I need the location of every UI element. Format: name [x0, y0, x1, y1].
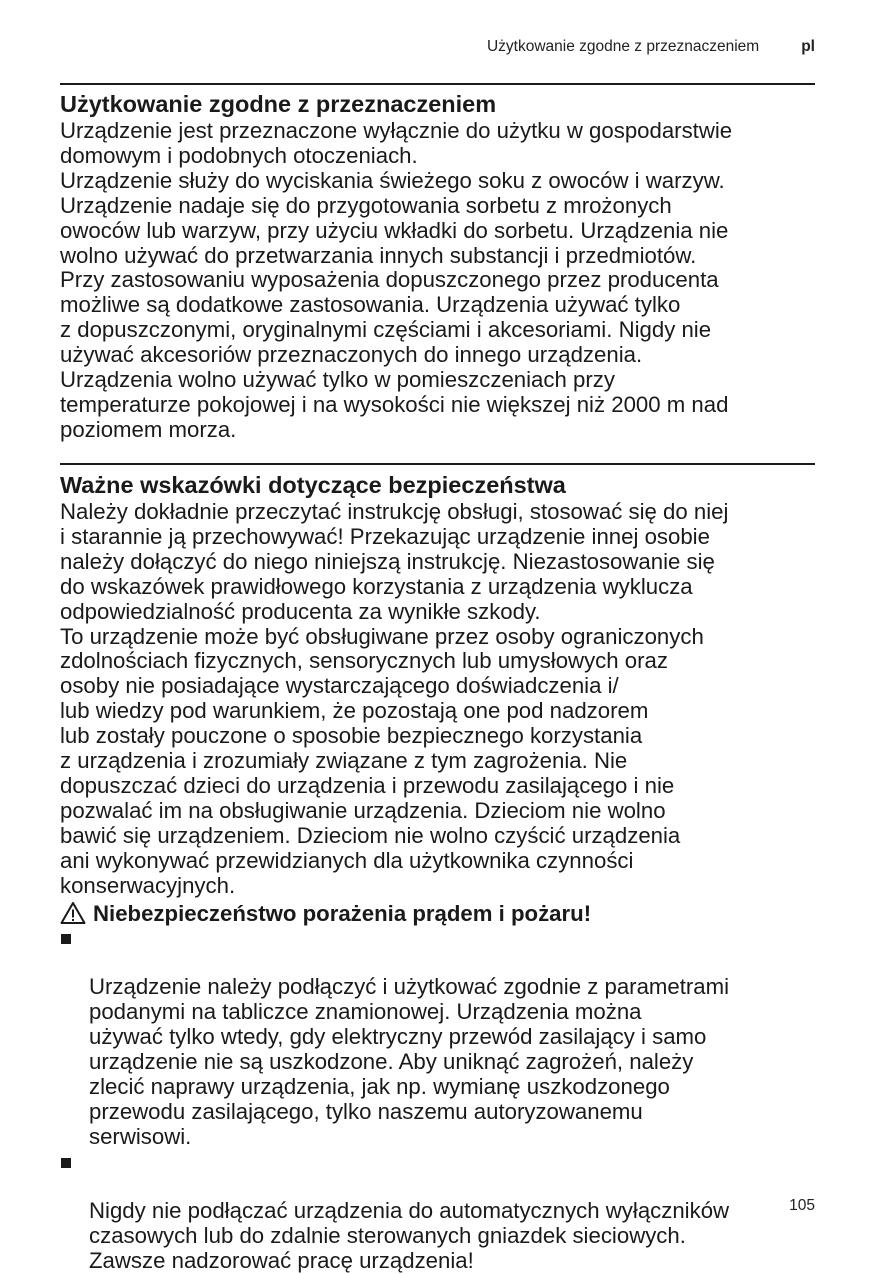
- running-header-title: Użytkowanie zgodne z przeznaczeniem: [487, 38, 759, 55]
- section-safety: [60, 471, 815, 1274]
- list-item-text: Nigdy nie podłączać urządzenia do automatycznych wyłączników czasowych lub do zdalnie sterowanych gniazdek sieciowych. Zawsze nadzorować pracę urządzenia!: [89, 1198, 729, 1273]
- warning-title: Niebezpieczeństwo porażenia prądem i pożaru!: [93, 901, 591, 926]
- running-header: [487, 38, 815, 56]
- section-body: Należy dokładnie przeczytać instrukcję obsługi, stosować się do niej i starannie ją przechowywać! Przekazując urządzenie innej osobie należy dołączyć do niego niniejszą instrukcję. Niezastosowanie się do wskazówek prawidłowego korzystania z urządzenia wyklucza odpowiedzialność producenta za wynikłe szkody. To urządzenie może być obsługiwane przez osoby ograniczonych zdolnościach fizycznych, sensorycznych lub umysłowych oraz osoby nie posiadające wystarczającego doświadczenia i/ lub wiedzy pod warunkiem, że pozostają one pod nadzorem lub zostały pouczone o sposobie bezpiecznego korzystania z urządzenia i zrozumiały związane z tym zagrożenia. Nie dopuszczać dzieci do urządzenia i przewodu zasilającego i nie pozwalać im na obsługiwanie urządzenia. Dzieciom nie wolno bawić się urządzeniem. Dzieciom nie wolno czyścić urządzenia ani wykonywać przewidzianych dla użytkownika czynności konserwacyjnych.: [60, 500, 815, 899]
- bullet-square-icon: [61, 934, 71, 944]
- warning-triangle-icon: [60, 901, 86, 925]
- list-item: [60, 1150, 815, 1274]
- section-divider: [60, 83, 815, 85]
- bullet-square-icon: [61, 1158, 71, 1168]
- list-item: [60, 926, 815, 1150]
- language-code: pl: [801, 38, 815, 55]
- section-title: Użytkowanie zgodne z przeznaczeniem: [60, 90, 815, 119]
- section-intended-use: [60, 90, 815, 443]
- page-number: 105: [789, 1197, 815, 1215]
- section-title: Ważne wskazówki dotyczące bezpieczeństwa: [60, 471, 815, 500]
- warning-heading: [60, 901, 815, 926]
- document-page: [60, 0, 815, 1241]
- section-divider: [60, 463, 815, 465]
- list-item-text: Urządzenie należy podłączyć i użytkować zgodnie z parametrami podanymi na tabliczce znamionowej. Urządzenia można używać tylko wtedy, gdy elektryczny przewód zasilający i samo urządzenie nie są uszkodzone. Aby uniknąć zagrożeń, należy zlecić naprawy urządzenia, jak np. wymianę uszkodzonego przewodu zasilającego, tylko naszemu autoryzowanemu serwisowi.: [89, 974, 729, 1148]
- warning-list: [60, 926, 815, 1274]
- section-body: Urządzenie jest przeznaczone wyłącznie do użytku w gospodarstwie domowym i podobnych otoczeniach. Urządzenie służy do wyciskania świeżego soku z owoców i warzyw. Urządzenie nadaje się do przygotowania sorbetu z mrożonych owoców lub warzyw, przy użyciu wkładki do sorbetu. Urządzenia nie wolno używać do przetwarzania innych substancji i przedmiotów. Przy zastosowaniu wyposażenia dopuszczonego przez producenta możliwe są dodatkowe zastosowania. Urządzenia używać tylko z dopuszczonymi, oryginalnymi częściami i akcesoriami. Nigdy nie używać akcesoriów przeznaczonych do innego urządzenia. Urządzenia wolno używać tylko w pomieszczeniach przy temperaturze pokojowej i na wysokości nie większej niż 2000 m nad poziomem morza.: [60, 119, 815, 443]
